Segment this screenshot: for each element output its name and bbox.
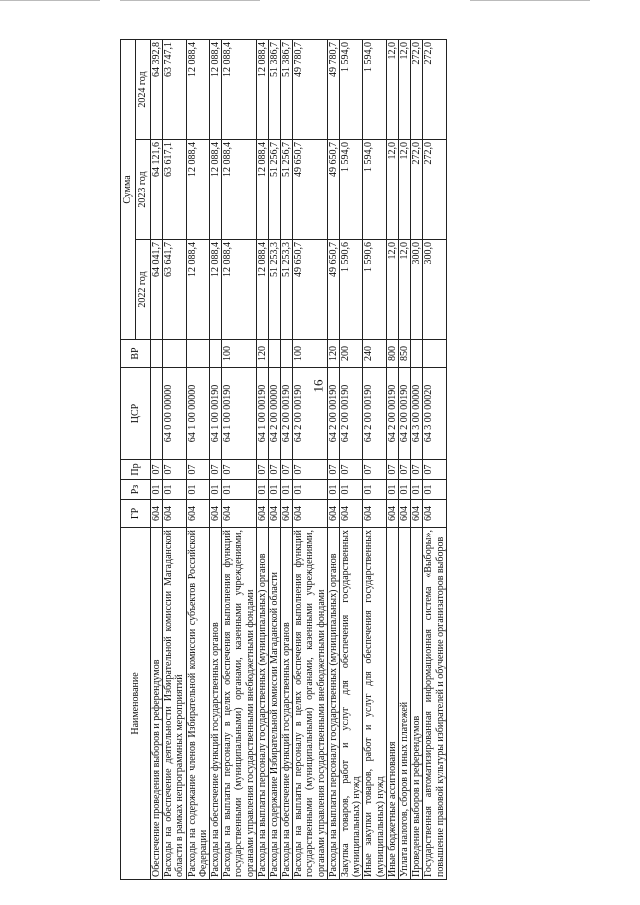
row-name: Расходы на выплаты персоналу в целях обеспечения выполнения функций государственными (муниципальными) органами, казенными учреждениями, органами управления государственными внебюджетными фондами bbox=[222, 528, 257, 880]
row-vr bbox=[209, 340, 221, 368]
row-csr: 64 2 00 00190 bbox=[293, 368, 328, 460]
row-csr: 64 1 00 00190 bbox=[222, 368, 257, 460]
row-2024: 272,0 bbox=[411, 40, 423, 140]
row-gr: 604 bbox=[163, 500, 186, 528]
row-2022: 300,0 bbox=[411, 240, 423, 340]
row-csr: 64 2 00 00190 bbox=[386, 368, 398, 460]
row-pr: 07 bbox=[268, 460, 280, 480]
row-name: Закупка товаров, работ и услуг для обеспечения государственных (муниципальных) нужд bbox=[340, 528, 363, 880]
row-2022: 12 088,4 bbox=[209, 240, 221, 340]
row-name: Проведение выборов и референдумов bbox=[411, 528, 423, 880]
row-2024: 12 088,4 bbox=[256, 40, 268, 140]
row-rz: 01 bbox=[256, 480, 268, 500]
row-gr: 604 bbox=[281, 500, 293, 528]
row-pr: 07 bbox=[163, 460, 186, 480]
table-row bbox=[222, 40, 257, 880]
row-csr: 64 2 00 00190 bbox=[281, 368, 293, 460]
row-name: Обеспечение проведения выборов и референдумов bbox=[151, 528, 163, 880]
row-2023: 272,0 bbox=[411, 140, 423, 240]
row-gr: 604 bbox=[398, 500, 410, 528]
row-vr bbox=[186, 340, 209, 368]
row-vr bbox=[151, 340, 163, 368]
budget-table bbox=[120, 39, 447, 880]
row-name: Расходы на содержание Избирательной комиссии Магаданской области bbox=[268, 528, 280, 880]
row-vr bbox=[281, 340, 293, 368]
row-pr: 07 bbox=[411, 460, 423, 480]
top-scan-edge bbox=[0, 0, 640, 3]
row-2022: 64 041,7 bbox=[151, 240, 163, 340]
row-vr: 100 bbox=[293, 340, 328, 368]
row-gr: 604 bbox=[423, 500, 446, 528]
row-gr: 604 bbox=[327, 500, 339, 528]
row-vr bbox=[423, 340, 446, 368]
row-rz: 01 bbox=[151, 480, 163, 500]
row-gr: 604 bbox=[411, 500, 423, 528]
row-2023: 51 256,7 bbox=[281, 140, 293, 240]
row-pr: 07 bbox=[363, 460, 386, 480]
row-vr: 850 bbox=[398, 340, 410, 368]
row-csr: 64 0 00 00000 bbox=[163, 368, 186, 460]
row-2023: 1 594,0 bbox=[363, 140, 386, 240]
row-gr: 604 bbox=[209, 500, 221, 528]
row-rz: 01 bbox=[327, 480, 339, 500]
row-rz: 01 bbox=[340, 480, 363, 500]
row-vr: 240 bbox=[363, 340, 386, 368]
row-csr: 64 1 00 00000 bbox=[186, 368, 209, 460]
row-gr: 604 bbox=[363, 500, 386, 528]
row-name: Расходы на выплаты персоналу в целях обеспечения выполнения функций государственными (муниципальными) органами, казенными учреждениями, органами управления государственными внебюджетными фондами bbox=[293, 528, 328, 880]
row-2024: 12 088,4 bbox=[186, 40, 209, 140]
row-pr: 07 bbox=[327, 460, 339, 480]
row-2023: 12 088,4 bbox=[222, 140, 257, 240]
page-number: 16 bbox=[310, 379, 326, 393]
row-vr: 200 bbox=[340, 340, 363, 368]
row-pr: 07 bbox=[340, 460, 363, 480]
row-name: Расходы на обеспечение деятельности Избирательной комиссии Магаданской области в рамках непрограммных мероприятий bbox=[163, 528, 186, 880]
row-2022: 12,0 bbox=[386, 240, 398, 340]
row-2024: 51 386,7 bbox=[281, 40, 293, 140]
row-name: Расходы на содержание членов Избирательной комиссии субъектов Российской Федерации bbox=[186, 528, 209, 880]
header-row bbox=[121, 40, 136, 880]
row-vr: 120 bbox=[327, 340, 339, 368]
row-2022: 300,0 bbox=[423, 240, 446, 340]
row-2023: 12,0 bbox=[386, 140, 398, 240]
row-2023: 63 617,1 bbox=[163, 140, 186, 240]
table-row bbox=[163, 40, 186, 880]
table-row bbox=[423, 40, 446, 880]
row-vr: 100 bbox=[222, 340, 257, 368]
row-2023: 1 594,0 bbox=[340, 140, 363, 240]
row-name: Иные закупки товаров, работ и услуг для обеспечения государственных (муниципальных) нужд bbox=[363, 528, 386, 880]
row-2024: 12 088,4 bbox=[222, 40, 257, 140]
header-2022: 2022 год bbox=[136, 240, 151, 340]
row-2024: 12,0 bbox=[386, 40, 398, 140]
row-2024: 12,0 bbox=[398, 40, 410, 140]
row-2023: 12 088,4 bbox=[209, 140, 221, 240]
header-sum: Сумма bbox=[121, 40, 136, 340]
row-pr: 07 bbox=[398, 460, 410, 480]
row-2024: 49 780,7 bbox=[327, 40, 339, 140]
row-gr: 604 bbox=[222, 500, 257, 528]
row-rz: 01 bbox=[363, 480, 386, 500]
table-row bbox=[209, 40, 221, 880]
row-2022: 51 253,3 bbox=[268, 240, 280, 340]
row-csr: 64 2 00 00190 bbox=[363, 368, 386, 460]
row-pr: 07 bbox=[386, 460, 398, 480]
row-2024: 272,0 bbox=[423, 40, 446, 140]
header-2024: 2024 год bbox=[136, 40, 151, 140]
row-csr: 64 3 00 00020 bbox=[423, 368, 446, 460]
table-row bbox=[398, 40, 410, 880]
row-2022: 63 641,7 bbox=[163, 240, 186, 340]
row-2023: 12 088,4 bbox=[186, 140, 209, 240]
row-name: Уплата налогов, сборов и иных платежей bbox=[398, 528, 410, 880]
row-vr: 800 bbox=[386, 340, 398, 368]
row-vr bbox=[163, 340, 186, 368]
header-rz: Рз bbox=[121, 480, 151, 500]
header-gr: ГР bbox=[121, 500, 151, 528]
table-row bbox=[268, 40, 280, 880]
row-csr: 64 2 00 00190 bbox=[340, 368, 363, 460]
row-2022: 12 088,4 bbox=[186, 240, 209, 340]
row-pr: 07 bbox=[209, 460, 221, 480]
row-name: Расходы на обеспечение функций государственных органов bbox=[281, 528, 293, 880]
row-pr: 07 bbox=[293, 460, 328, 480]
row-rz: 01 bbox=[386, 480, 398, 500]
table-row bbox=[340, 40, 363, 880]
row-2022: 51 253,3 bbox=[281, 240, 293, 340]
row-rz: 01 bbox=[411, 480, 423, 500]
row-2024: 12 088,4 bbox=[209, 40, 221, 140]
row-2024: 51 386,7 bbox=[268, 40, 280, 140]
row-pr: 07 bbox=[151, 460, 163, 480]
row-csr: 64 1 00 00190 bbox=[209, 368, 221, 460]
row-name: Иные бюджетные ассигнования bbox=[386, 528, 398, 880]
row-pr: 07 bbox=[423, 460, 446, 480]
row-pr: 07 bbox=[186, 460, 209, 480]
row-rz: 01 bbox=[281, 480, 293, 500]
table-row bbox=[281, 40, 293, 880]
row-2023: 49 650,7 bbox=[327, 140, 339, 240]
row-name: Государственная автоматизированная информационная система «Выборы», повышение правовой культуры избирателей и обучение организаторов выборов bbox=[423, 528, 446, 880]
row-2023: 64 121,6 bbox=[151, 140, 163, 240]
header-csr: ЦСР bbox=[121, 368, 151, 460]
row-csr: 64 2 00 00190 bbox=[398, 368, 410, 460]
row-csr: 64 2 00 00000 bbox=[268, 368, 280, 460]
row-gr: 604 bbox=[293, 500, 328, 528]
row-vr bbox=[268, 340, 280, 368]
row-rz: 01 bbox=[222, 480, 257, 500]
row-csr bbox=[151, 368, 163, 460]
row-2024: 63 747,1 bbox=[163, 40, 186, 140]
header-pr: Пр bbox=[121, 460, 151, 480]
row-2022: 1 590,6 bbox=[340, 240, 363, 340]
row-2023: 272,0 bbox=[423, 140, 446, 240]
row-pr: 07 bbox=[256, 460, 268, 480]
table-row bbox=[411, 40, 423, 880]
row-gr: 604 bbox=[151, 500, 163, 528]
row-rz: 01 bbox=[398, 480, 410, 500]
row-2022: 49 650,7 bbox=[327, 240, 339, 340]
row-2023: 51 256,7 bbox=[268, 140, 280, 240]
row-2024: 1 594,0 bbox=[340, 40, 363, 140]
row-gr: 604 bbox=[268, 500, 280, 528]
row-2023: 12,0 bbox=[398, 140, 410, 240]
row-gr: 604 bbox=[256, 500, 268, 528]
row-2023: 12 088,4 bbox=[256, 140, 268, 240]
row-2022: 12,0 bbox=[398, 240, 410, 340]
table-row bbox=[327, 40, 339, 880]
row-rz: 01 bbox=[186, 480, 209, 500]
row-csr: 64 1 00 00190 bbox=[256, 368, 268, 460]
row-name: Расходы на обеспечение функций государственных органов bbox=[209, 528, 221, 880]
row-2022: 12 088,4 bbox=[222, 240, 257, 340]
row-2024: 49 780,7 bbox=[293, 40, 328, 140]
row-csr: 64 2 00 00190 bbox=[327, 368, 339, 460]
header-vr: ВР bbox=[121, 340, 151, 368]
header-name: Наименование bbox=[121, 528, 151, 880]
row-pr: 07 bbox=[281, 460, 293, 480]
row-2024: 64 392,8 bbox=[151, 40, 163, 140]
table-row bbox=[363, 40, 386, 880]
table-row bbox=[386, 40, 398, 880]
header-2023: 2023 год bbox=[136, 140, 151, 240]
row-2022: 1 590,6 bbox=[363, 240, 386, 340]
rotated-table-wrapper bbox=[120, 40, 587, 880]
row-name: Расходы на выплаты персоналу государственных (муниципальных) органов bbox=[256, 528, 268, 880]
row-rz: 01 bbox=[209, 480, 221, 500]
table-row bbox=[151, 40, 163, 880]
row-rz: 01 bbox=[423, 480, 446, 500]
row-pr: 07 bbox=[222, 460, 257, 480]
table-row bbox=[186, 40, 209, 880]
row-rz: 01 bbox=[163, 480, 186, 500]
row-gr: 604 bbox=[186, 500, 209, 528]
row-vr: 120 bbox=[256, 340, 268, 368]
row-gr: 604 bbox=[386, 500, 398, 528]
table-row bbox=[256, 40, 268, 880]
table-row bbox=[293, 40, 328, 880]
row-2022: 49 650,7 bbox=[293, 240, 328, 340]
row-gr: 604 bbox=[340, 500, 363, 528]
row-2022: 12 088,4 bbox=[256, 240, 268, 340]
row-rz: 01 bbox=[293, 480, 328, 500]
row-rz: 01 bbox=[268, 480, 280, 500]
row-2023: 49 650,7 bbox=[293, 140, 328, 240]
row-vr bbox=[411, 340, 423, 368]
row-name: Расходы на выплаты персоналу государственных (муниципальных) органов bbox=[327, 528, 339, 880]
row-2024: 1 594,0 bbox=[363, 40, 386, 140]
row-csr: 64 3 00 00000 bbox=[411, 368, 423, 460]
